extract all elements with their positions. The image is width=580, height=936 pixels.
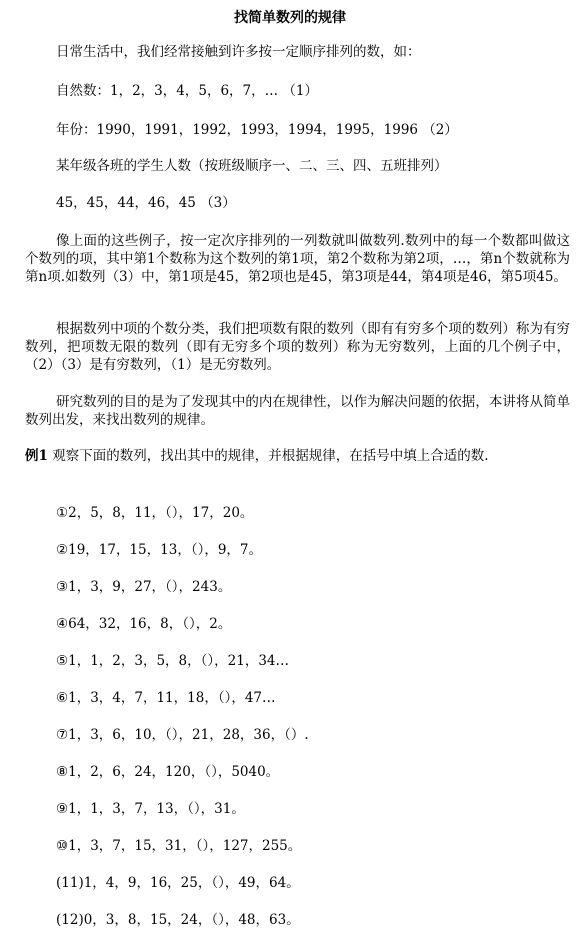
example-class-sizes: 45，45，44，46，45 （3） bbox=[56, 195, 236, 211]
sequence-item: ⑧1，2，6，24，120，（），5040。 bbox=[56, 764, 280, 780]
sequence-item: ⑦1，3，6，10，（），21，28，36，（）. bbox=[56, 727, 309, 743]
sequence-item: ②19，17，15，13，（），9，7。 bbox=[56, 542, 262, 558]
sequence-item: ③1，3，9，27，（），243。 bbox=[56, 579, 232, 595]
example-instruction: 观察下面的数列，找出其中的规律，并根据规律，在括号中填上合适的数. bbox=[47, 448, 489, 464]
paragraph-definition: 像上面的这些例子，按一定次序排列的一列数就叫做数列.数列中的每一个数都叫做这个数列的项，其中第1个数称为这个数列的第1项，第2个数称为第2项，…，第n个数就称为第n项.如数列（3）中，第1项是45，第2项也是45，第3项是44，第4项是46，第5项45。 bbox=[25, 233, 570, 285]
intro-text: 日常生活中，我们经常接触到许多按一定顺序排列的数，如： bbox=[56, 44, 421, 60]
example-class-sizes-desc: 某年级各班的学生人数（按班级顺序一、二、三、四、五班排列） bbox=[56, 158, 448, 174]
example-natural-numbers: 自然数：1，2，3，4，5，6，7，… （1） bbox=[56, 83, 319, 99]
example-years: 年份：1990，1991，1992，1993，1994，1995，1996 （2） bbox=[56, 122, 458, 138]
sequence-item: ④64，32，16，8，（），2。 bbox=[56, 616, 232, 632]
sequence-item: (11)1，4，9，16，25，（），49，64。 bbox=[56, 875, 300, 891]
sequence-item: ⑤1，1，2，3，5，8，（），21，34… bbox=[56, 653, 289, 669]
example-label: 例1 bbox=[25, 448, 48, 464]
sequence-item: ⑥1，3，4，7，11，18，（），47… bbox=[56, 690, 276, 706]
sequence-item: (12)0，3，8，15，24，（），48，63。 bbox=[56, 912, 300, 928]
paragraph-purpose: 研究数列的目的是为了发现其中的内在规律性，以作为解决问题的依据，本讲将从简单数列出发，来找出数列的规律。 bbox=[25, 394, 570, 428]
sequence-item: ⑩1，3，7，15，31，（），127，255。 bbox=[56, 838, 302, 854]
sequence-item: ⑨1，1，3，7，13，（），31。 bbox=[56, 801, 245, 817]
example-heading bbox=[25, 447, 570, 465]
sequence-item: ①2，5，8，11，（），17，20。 bbox=[56, 505, 254, 521]
paragraph-classification: 根据数列中项的个数分类，我们把项数有限的数列（即有有穷多个项的数列）称为有穷数列，把项数无限的数列（即有无穷多个项的数列）称为无穷数列，上面的几个例子中，（2）（3）是有穷数列，（1）是无穷数列。 bbox=[25, 321, 570, 373]
document-title: 找简单数列的规律 bbox=[234, 10, 346, 26]
